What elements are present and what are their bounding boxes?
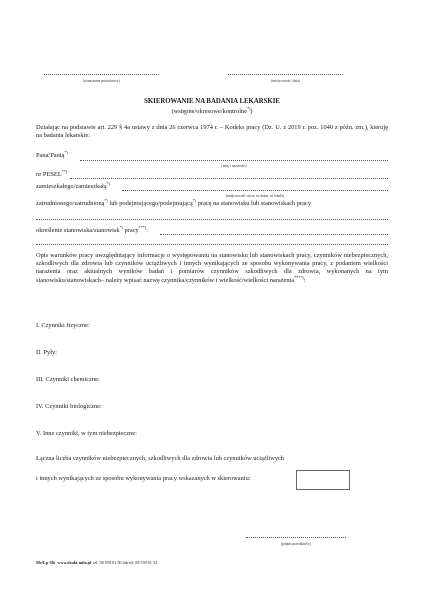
conditions-description — [36, 252, 388, 285]
pesel-mark: **) — [61, 168, 68, 174]
employment-text-a: zatrudnionego/zatrudnioną — [36, 200, 105, 207]
employment-mark-2: *) — [192, 197, 197, 203]
subtitle-text: (wstępne/okresowe/kontrolne — [171, 108, 248, 115]
place-date-line[interactable] — [228, 74, 343, 75]
footer — [36, 560, 157, 565]
person-mark: *) — [64, 149, 68, 155]
employment-text-c: pracę na stanowisku lub stanowiskach pracy — [197, 200, 312, 207]
position-field-line-2[interactable] — [36, 244, 388, 245]
page-title: SKIEROWANIE NA BADANIA LEKARSKIE — [144, 98, 280, 105]
address-label — [36, 180, 110, 191]
signature-caption: (podpis pracodawcy) — [280, 542, 312, 546]
position-field-line-1[interactable] — [160, 234, 388, 235]
place-date-caption: (miejscowość, data) — [271, 79, 300, 83]
position-colon: : — [146, 227, 148, 234]
address-caption: (miejscowość, ulica, nr domu, nr lokalu) — [225, 194, 285, 198]
position-mark-2: ***) — [138, 224, 147, 230]
footer-phone: tel. 58 559 01 50 lub tel. 58 559 01 52 — [93, 560, 158, 565]
factor-dust: II. Pyły: — [36, 349, 57, 356]
total-label-line-1: Łączna liczba czynników niebezpiecznych, szkodliwych dla zdrowia lub czynników uciążliwych — [36, 455, 285, 462]
pesel-label — [36, 168, 68, 179]
factor-physical: I. Czynniki fizyczne: — [36, 322, 90, 329]
subtitle-mark: *) — [247, 105, 251, 111]
employment-line — [36, 197, 388, 208]
total-label-line-2: i innych wynikających ze sposobu wykonywania pracy wskazanych w skierowaniu: — [36, 475, 251, 482]
factor-chemical: III. Czynniki chemiczne: — [36, 376, 100, 383]
conditions-mark: ****) — [294, 274, 304, 280]
total-count-box[interactable] — [296, 470, 350, 490]
employment-mark-1: *) — [104, 197, 108, 203]
conditions-description-text: Opis warunków pracy uwzględniający informacje o występowaniu na stanowisku lub stanowiskach pracy, czynników niebezpiecznych, szkodliwych dla zdrowia lub czynników uciążliwych i innych wynikających ze sposobu wykonywania pracy, z podaniem wielkości narażenia oraz aktualnych wyników badań i pomiarów czynników szkodliwych dla zdrowia, wykonanych na tym stanowisku/stanowiskach– należy wpisać nazwę czynnika/czynników i wielkość/wielkości narażenia — [36, 252, 388, 284]
pesel-label-text: nr PESEL — [36, 171, 62, 178]
position-text: określenie stanowiska/stanowisk — [36, 227, 120, 234]
person-label-text: Pana/Panią — [36, 152, 65, 159]
address-field[interactable] — [122, 190, 388, 191]
factor-other: V. Inne czynniki, w tym niebezpieczne: — [36, 430, 137, 437]
pesel-field[interactable] — [70, 178, 388, 179]
address-label-text: zamieszkałego/zamieszkałą — [36, 183, 107, 190]
footer-site: www.druki-mila.pl — [57, 560, 92, 565]
signature-line[interactable] — [246, 537, 346, 538]
employment-field-line-1[interactable] — [36, 219, 388, 220]
person-label — [36, 149, 68, 160]
address-mark: *) — [106, 180, 110, 186]
footer-code: Me/Lp-30s — [36, 560, 56, 565]
employer-stamp-line[interactable] — [44, 74, 159, 75]
factor-biological: IV. Czynniki biologiczne: — [36, 403, 102, 410]
page-subtitle: (wstępne/okresowe/kontrolne*)) — [171, 105, 253, 115]
position-mark-1: *) — [119, 224, 123, 230]
conditions-colon: : — [303, 276, 306, 284]
position-text-b: pracy — [124, 227, 139, 234]
position-label — [36, 224, 148, 235]
employer-caption: (oznaczenie pracodawcy) — [83, 79, 120, 83]
name-field[interactable] — [80, 160, 388, 161]
employment-text-b: lub podejmującego/podejmującą — [109, 200, 193, 207]
intro-text: Działając na podstawie art. 229 § 4a ustawy z dnia 26 czerwca 1974 r. – Kodeks pracy (Dz. U. z 2019 r. poz. 1040 z późn. zm.), kieruję na badania lekarskie: — [36, 124, 388, 140]
name-caption: (imię i nazwisko) — [221, 164, 247, 168]
